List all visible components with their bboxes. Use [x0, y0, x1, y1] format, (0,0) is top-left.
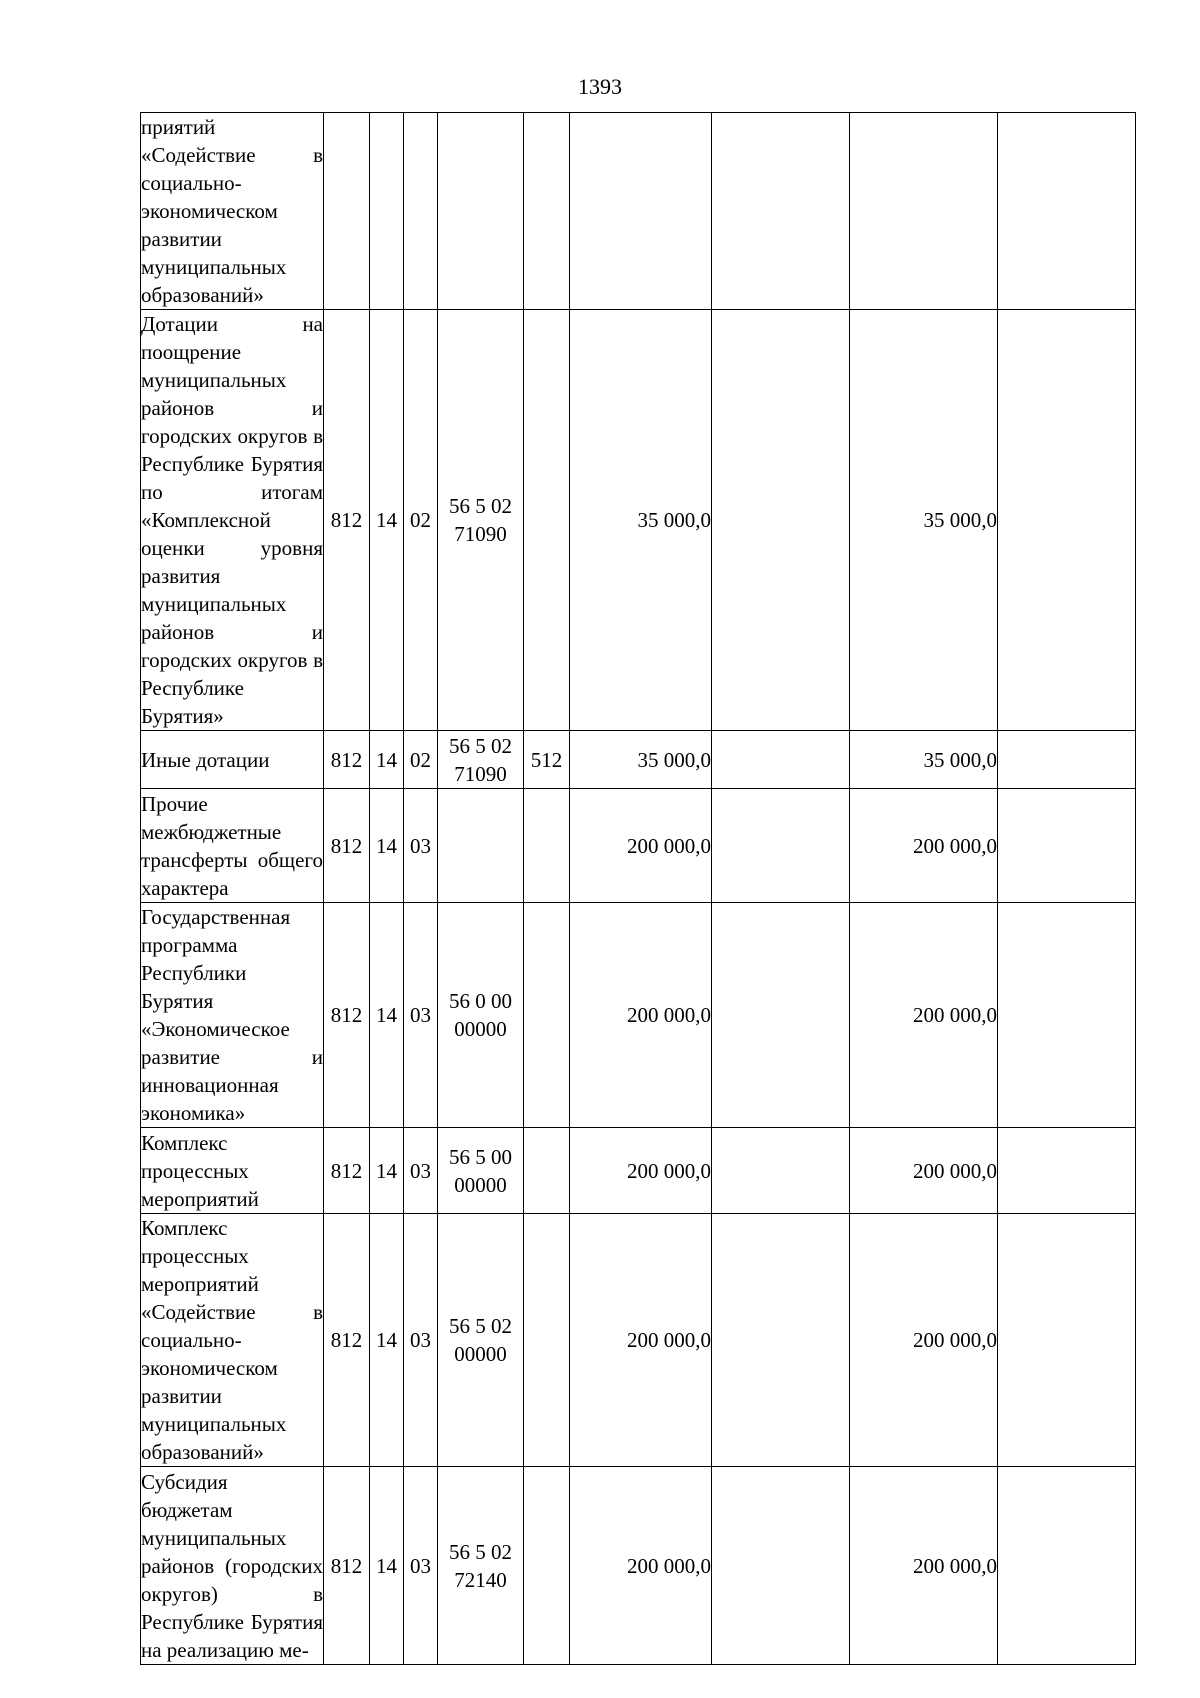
table-row [141, 903, 1136, 1128]
section-code: 14 [370, 310, 404, 731]
row-name: Прочие межбюджетные трансферты общего характера [141, 789, 324, 903]
amount-4 [998, 1128, 1136, 1214]
gov-code: 812 [324, 1467, 370, 1665]
amount-4 [998, 903, 1136, 1128]
target-code: 56 5 00 00000 [438, 1128, 524, 1214]
target-code [438, 113, 524, 310]
table-row [141, 1467, 1136, 1665]
expense-type [524, 113, 570, 310]
amount-1 [570, 113, 712, 310]
amount-2 [712, 789, 850, 903]
gov-code: 812 [324, 731, 370, 789]
gov-code [324, 113, 370, 310]
amount-4 [998, 731, 1136, 789]
amount-1: 200 000,0 [570, 1214, 712, 1467]
amount-3: 35 000,0 [850, 310, 998, 731]
row-name: Дотации на поощрение муниципальных районов и городских округов в Республике Бурятия по итогам «Комплексной оценки уровня развития муниципальных районов и городских округов в Республике Бурятия» [141, 310, 324, 731]
amount-3 [850, 113, 998, 310]
target-code: 56 5 02 71090 [438, 731, 524, 789]
gov-code: 812 [324, 903, 370, 1128]
row-name: Комплекс процессных мероприятий «Содействие в социально- экономическом развитии муниципальных образований» [141, 1214, 324, 1467]
amount-2 [712, 1467, 850, 1665]
expense-type [524, 1214, 570, 1467]
target-code: 56 5 02 00000 [438, 1214, 524, 1467]
row-name: Государственная программа Республики Бурятия «Экономическое развитие и инновационная экономика» [141, 903, 324, 1128]
amount-2 [712, 731, 850, 789]
amount-2 [712, 903, 850, 1128]
target-code [438, 789, 524, 903]
table-row [141, 1128, 1136, 1214]
target-code: 56 5 02 71090 [438, 310, 524, 731]
row-name: приятий «Содействие в социально- экономическом развитии муниципальных образований» [141, 113, 324, 310]
amount-1: 200 000,0 [570, 1467, 712, 1665]
subsection-code: 03 [404, 1214, 438, 1467]
section-code: 14 [370, 1128, 404, 1214]
amount-3: 200 000,0 [850, 903, 998, 1128]
table-row [141, 310, 1136, 731]
section-code: 14 [370, 731, 404, 789]
table-row [141, 113, 1136, 310]
amount-2 [712, 1214, 850, 1467]
gov-code: 812 [324, 789, 370, 903]
amount-1: 200 000,0 [570, 789, 712, 903]
section-code [370, 113, 404, 310]
amount-3: 200 000,0 [850, 1128, 998, 1214]
page-number: 1393 [578, 74, 622, 99]
subsection-code: 03 [404, 1128, 438, 1214]
expense-type [524, 1467, 570, 1665]
amount-1: 200 000,0 [570, 903, 712, 1128]
gov-code: 812 [324, 310, 370, 731]
subsection-code: 02 [404, 731, 438, 789]
amount-1: 35 000,0 [570, 731, 712, 789]
amount-3: 200 000,0 [850, 789, 998, 903]
table-row [141, 731, 1136, 789]
subsection-code: 02 [404, 310, 438, 731]
amount-4 [998, 1467, 1136, 1665]
expense-type [524, 903, 570, 1128]
section-code: 14 [370, 1214, 404, 1467]
table-row [141, 1214, 1136, 1467]
budget-table [140, 112, 1136, 1665]
expense-type [524, 310, 570, 731]
expense-type: 512 [524, 731, 570, 789]
gov-code: 812 [324, 1128, 370, 1214]
row-name: Субсидия бюджетам муниципальных районов (городских округов) в Республике Бурятия на реализацию ме- [141, 1467, 324, 1665]
expense-type [524, 789, 570, 903]
amount-4 [998, 789, 1136, 903]
amount-4 [998, 113, 1136, 310]
row-name: Иные дотации [141, 731, 324, 789]
amount-3: 35 000,0 [850, 731, 998, 789]
subsection-code: 03 [404, 1467, 438, 1665]
section-code: 14 [370, 1467, 404, 1665]
table-row [141, 789, 1136, 903]
amount-3: 200 000,0 [850, 1467, 998, 1665]
expense-type [524, 1128, 570, 1214]
amount-1: 35 000,0 [570, 310, 712, 731]
target-code: 56 0 00 00000 [438, 903, 524, 1128]
amount-1: 200 000,0 [570, 1128, 712, 1214]
section-code: 14 [370, 903, 404, 1128]
subsection-code: 03 [404, 789, 438, 903]
amount-4 [998, 310, 1136, 731]
subsection-code: 03 [404, 903, 438, 1128]
subsection-code [404, 113, 438, 310]
section-code: 14 [370, 789, 404, 903]
amount-2 [712, 1128, 850, 1214]
amount-4 [998, 1214, 1136, 1467]
amount-2 [712, 113, 850, 310]
gov-code: 812 [324, 1214, 370, 1467]
amount-2 [712, 310, 850, 731]
target-code: 56 5 02 72140 [438, 1467, 524, 1665]
row-name: Комплекс процессных мероприятий [141, 1128, 324, 1214]
amount-3: 200 000,0 [850, 1214, 998, 1467]
